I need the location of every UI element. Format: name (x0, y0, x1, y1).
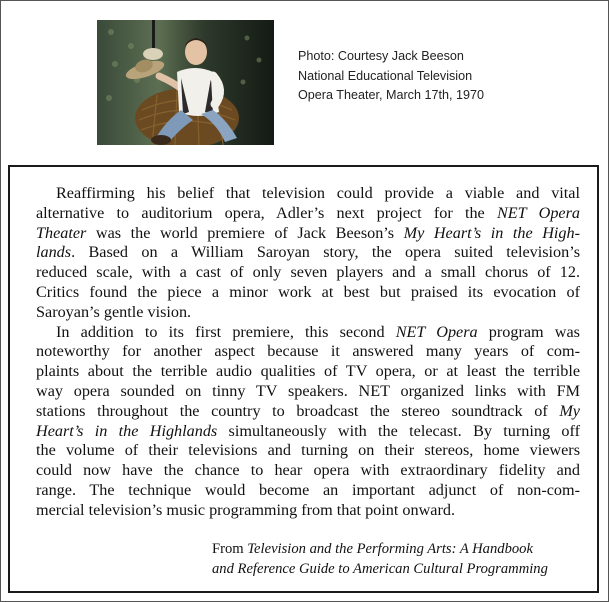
text-line: lands. Based on a William Saroyan story, the opera suited television’s (36, 243, 580, 262)
italic-title: lands (36, 243, 72, 262)
text-line: Theater was the world premiere of Jack Beeson’s My Heart’s in the High- (36, 223, 581, 242)
text-line: Heart’s in the Highlands simultaneously with the telecast. By turning off (36, 421, 580, 440)
text-line: Saroyan’s gentle vision. (36, 302, 192, 321)
text-line: In addition to its first premiere, this second NET Opera program was (56, 322, 580, 341)
text-line: Critics found the piece a minor work at best but praised its evocation of (36, 282, 580, 301)
text-line: reduced scale, with a cast of only seven players and a small chorus of 12. (36, 263, 580, 282)
citation-line (212, 560, 548, 580)
text-line: plaints about the terrible audio qualities of TV opera, or at least the terrible (36, 362, 580, 381)
text-line: mercial television’s music programming from that point onward. (36, 500, 455, 519)
text-line: the volume of their televisions and turning on their stereos, home viewers (36, 441, 580, 460)
opera-scene-image (97, 20, 274, 145)
italic-title: NET Opera (497, 203, 581, 222)
text-line: range. The technique would become an important adjunct of non-com- (36, 480, 580, 499)
article-text (36, 184, 580, 521)
citation-line: From Television and the Performing Arts: A Handbook (212, 541, 533, 557)
caption-line: National Educational Television (298, 68, 473, 83)
italic-title: NET Opera (395, 322, 478, 341)
book-title: and Reference Guide to American Cultural Programming (212, 560, 548, 577)
text-line: could now have the chance to hear opera with extraordinary fidelity and (36, 461, 580, 480)
source-citation (212, 540, 548, 579)
italic-title: My (559, 401, 580, 420)
text-line: stations throughout the country to broadcast the stereo soundtrack of My (36, 401, 580, 420)
excerpt-box (8, 165, 599, 593)
caption-line: Opera Theater, March 17th, 1970 (298, 88, 484, 102)
text-line: Reaffirming his belief that television could provide a viable and vital (56, 184, 580, 202)
text-line: noteworthy for another aspect because it answered many years of com- (36, 342, 580, 361)
italic-title: Heart’s in the Highlands (36, 421, 218, 440)
caption-line: Photo: Courtesy Jack Beeson (298, 49, 464, 63)
opera-photo (97, 20, 274, 145)
book-title: Television and the Performing Arts: A Handbook (247, 541, 533, 557)
italic-title: My Heart’s in the High- (403, 223, 581, 242)
italic-title: Theater (36, 223, 87, 242)
text-line: way opera sounded on tinny TV speakers. NET organized links with FM (36, 381, 580, 400)
photo-caption (298, 47, 484, 106)
text-line: alternative to auditorium opera, Adler’s next project for the NET Opera (36, 203, 581, 222)
